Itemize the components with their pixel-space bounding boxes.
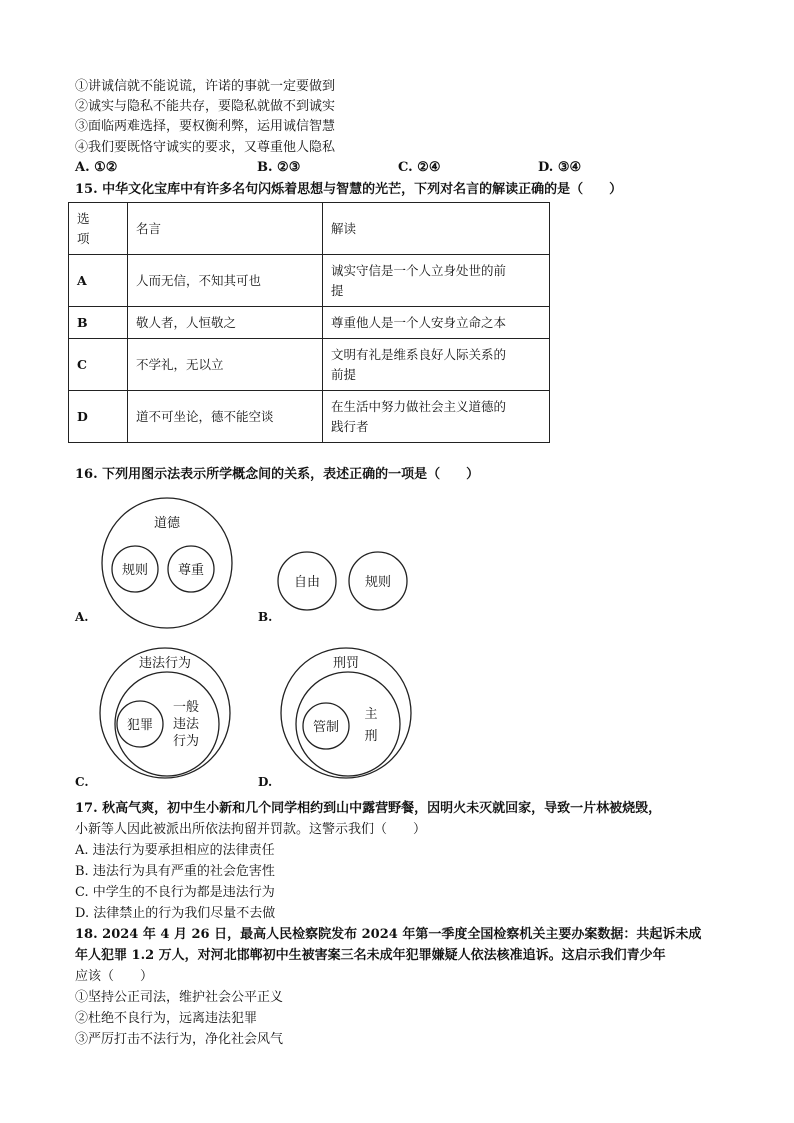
q14-statement-2: ②诚实与隐私不能共存，要隐私就做不到诚实 <box>75 99 336 114</box>
q16-option-c[interactable]: C. <box>75 775 89 789</box>
diagram-d-inner-label: 管制 <box>312 720 340 735</box>
diagram-d-outer-label: 刑罚 <box>332 656 360 671</box>
q18-statement-2: ②杜绝不良行为，远离违法犯罪 <box>75 1011 258 1026</box>
table-header-row <box>69 203 550 255</box>
q16-option-b[interactable]: B. <box>258 610 273 624</box>
table-row <box>69 339 550 391</box>
row-interpretation: 文明有礼是维系良好人际关系的 前提 <box>323 339 550 391</box>
diagram-a-outer-label: 道德 <box>153 516 181 531</box>
q14-option-a[interactable]: A. ①② <box>75 160 118 175</box>
q14-option-d[interactable]: D. ③④ <box>538 160 582 175</box>
q18-statement-1: ①坚持公正司法，维护社会公平正义 <box>75 990 284 1005</box>
table-row <box>69 391 550 443</box>
q18-stem-line-2: 年人犯罪 1.2 万人，对河北邯郸初中生被害案三名未成年犯罪嫌疑人依法核准追诉。这启示我们青少年 <box>75 948 666 963</box>
header-interpretation: 解读 <box>323 203 550 255</box>
q18-stem-line-1: 18. 2024 年 4 月 26 日，最高人民检察院发布 2024 年第一季度全国检察机关主要办案数据：共起诉未成 <box>75 927 702 942</box>
diagram-d-mid-label-1: 主 <box>364 707 378 722</box>
q14-option-c[interactable]: C. ②④ <box>398 160 441 175</box>
q17-option-a[interactable]: A. 违法行为要承担相应的法律责任 <box>75 843 275 858</box>
diagram-a-left-label: 规则 <box>121 563 149 578</box>
q17-option-b[interactable]: B. 违法行为具有严重的社会危害性 <box>75 864 275 879</box>
header-quote: 名言 <box>128 203 323 255</box>
row-interpretation: 尊重他人是一个人安身立命之本 <box>323 307 550 339</box>
table-row <box>69 255 550 307</box>
q16-option-a[interactable]: A. <box>75 610 89 624</box>
diagram-c-inner-label: 犯罪 <box>126 718 154 733</box>
diagram-d-mid-label-2: 刑 <box>364 729 378 744</box>
q16-diagram-b <box>276 550 412 614</box>
row-quote: 敬人者，人恒敬之 <box>128 307 323 339</box>
q14-statement-1: ①讲诚信就不能说谎，许诺的事就一定要做到 <box>75 79 336 94</box>
middle-circle <box>296 672 400 776</box>
q17-stem-line-1: 17. 秋高气爽，初中生小新和几个同学相约到山中露营野餐，因明火未灭就回家，导致一片林被烧毁， <box>75 801 662 816</box>
row-option: B <box>69 307 128 339</box>
row-option: D <box>69 391 128 443</box>
row-option: C <box>69 339 128 391</box>
diagram-c-mid-label-1: 一般 <box>172 700 200 715</box>
q15-table <box>68 202 550 443</box>
row-option: A <box>69 255 128 307</box>
row-interpretation: 在生活中努力做社会主义道德的 践行者 <box>323 391 550 443</box>
table-row <box>69 307 550 339</box>
diagram-b-left-label: 自由 <box>293 575 321 590</box>
q18-stem-line-3: 应该（ ） <box>75 969 154 984</box>
diagram-b-right-label: 规则 <box>364 575 392 590</box>
diagram-c-mid-label-2: 违法 <box>172 717 200 732</box>
row-quote: 人而无信，不知其可也 <box>128 255 323 307</box>
diagram-c-mid-label-3: 行为 <box>172 734 200 749</box>
q14-statement-4: ④我们要既恪守诚实的要求，又尊重他人隐私 <box>75 140 336 155</box>
q16-diagram-a <box>100 496 234 630</box>
q17-stem-line-2: 小新等人因此被派出所依法拘留并罚款。这警示我们（ ） <box>75 822 427 837</box>
header-option: 选 项 <box>69 203 128 255</box>
row-interpretation: 诚实守信是一个人立身处世的前 提 <box>323 255 550 307</box>
q14-option-b[interactable]: B. ②③ <box>257 160 301 175</box>
row-quote: 不学礼，无以立 <box>128 339 323 391</box>
diagram-c-outer-label: 违法行为 <box>138 656 192 671</box>
q15-stem: 15. 中华文化宝库中有许多名句闪烁着思想与智慧的光芒，下列对名言的解读正确的是（ ） <box>75 182 623 197</box>
q14-statement-3: ③面临两难选择，要权衡利弊，运用诚信智慧 <box>75 119 336 134</box>
row-quote: 道不可坐论，德不能空谈 <box>128 391 323 443</box>
q16-diagram-c <box>98 646 232 780</box>
q17-option-d[interactable]: D. 法律禁止的行为我们尽量不去做 <box>75 906 276 921</box>
q16-stem: 16. 下列用图示法表示所学概念间的关系，表述正确的一项是（ ） <box>75 467 480 482</box>
diagram-a-right-label: 尊重 <box>177 563 205 578</box>
q16-option-d[interactable]: D. <box>258 775 273 789</box>
q18-statement-3: ③严厉打击不法行为，净化社会风气 <box>75 1032 284 1047</box>
q16-diagram-d <box>279 646 413 780</box>
q17-option-c[interactable]: C. 中学生的不良行为都是违法行为 <box>75 885 275 900</box>
q14-options <box>75 160 675 178</box>
